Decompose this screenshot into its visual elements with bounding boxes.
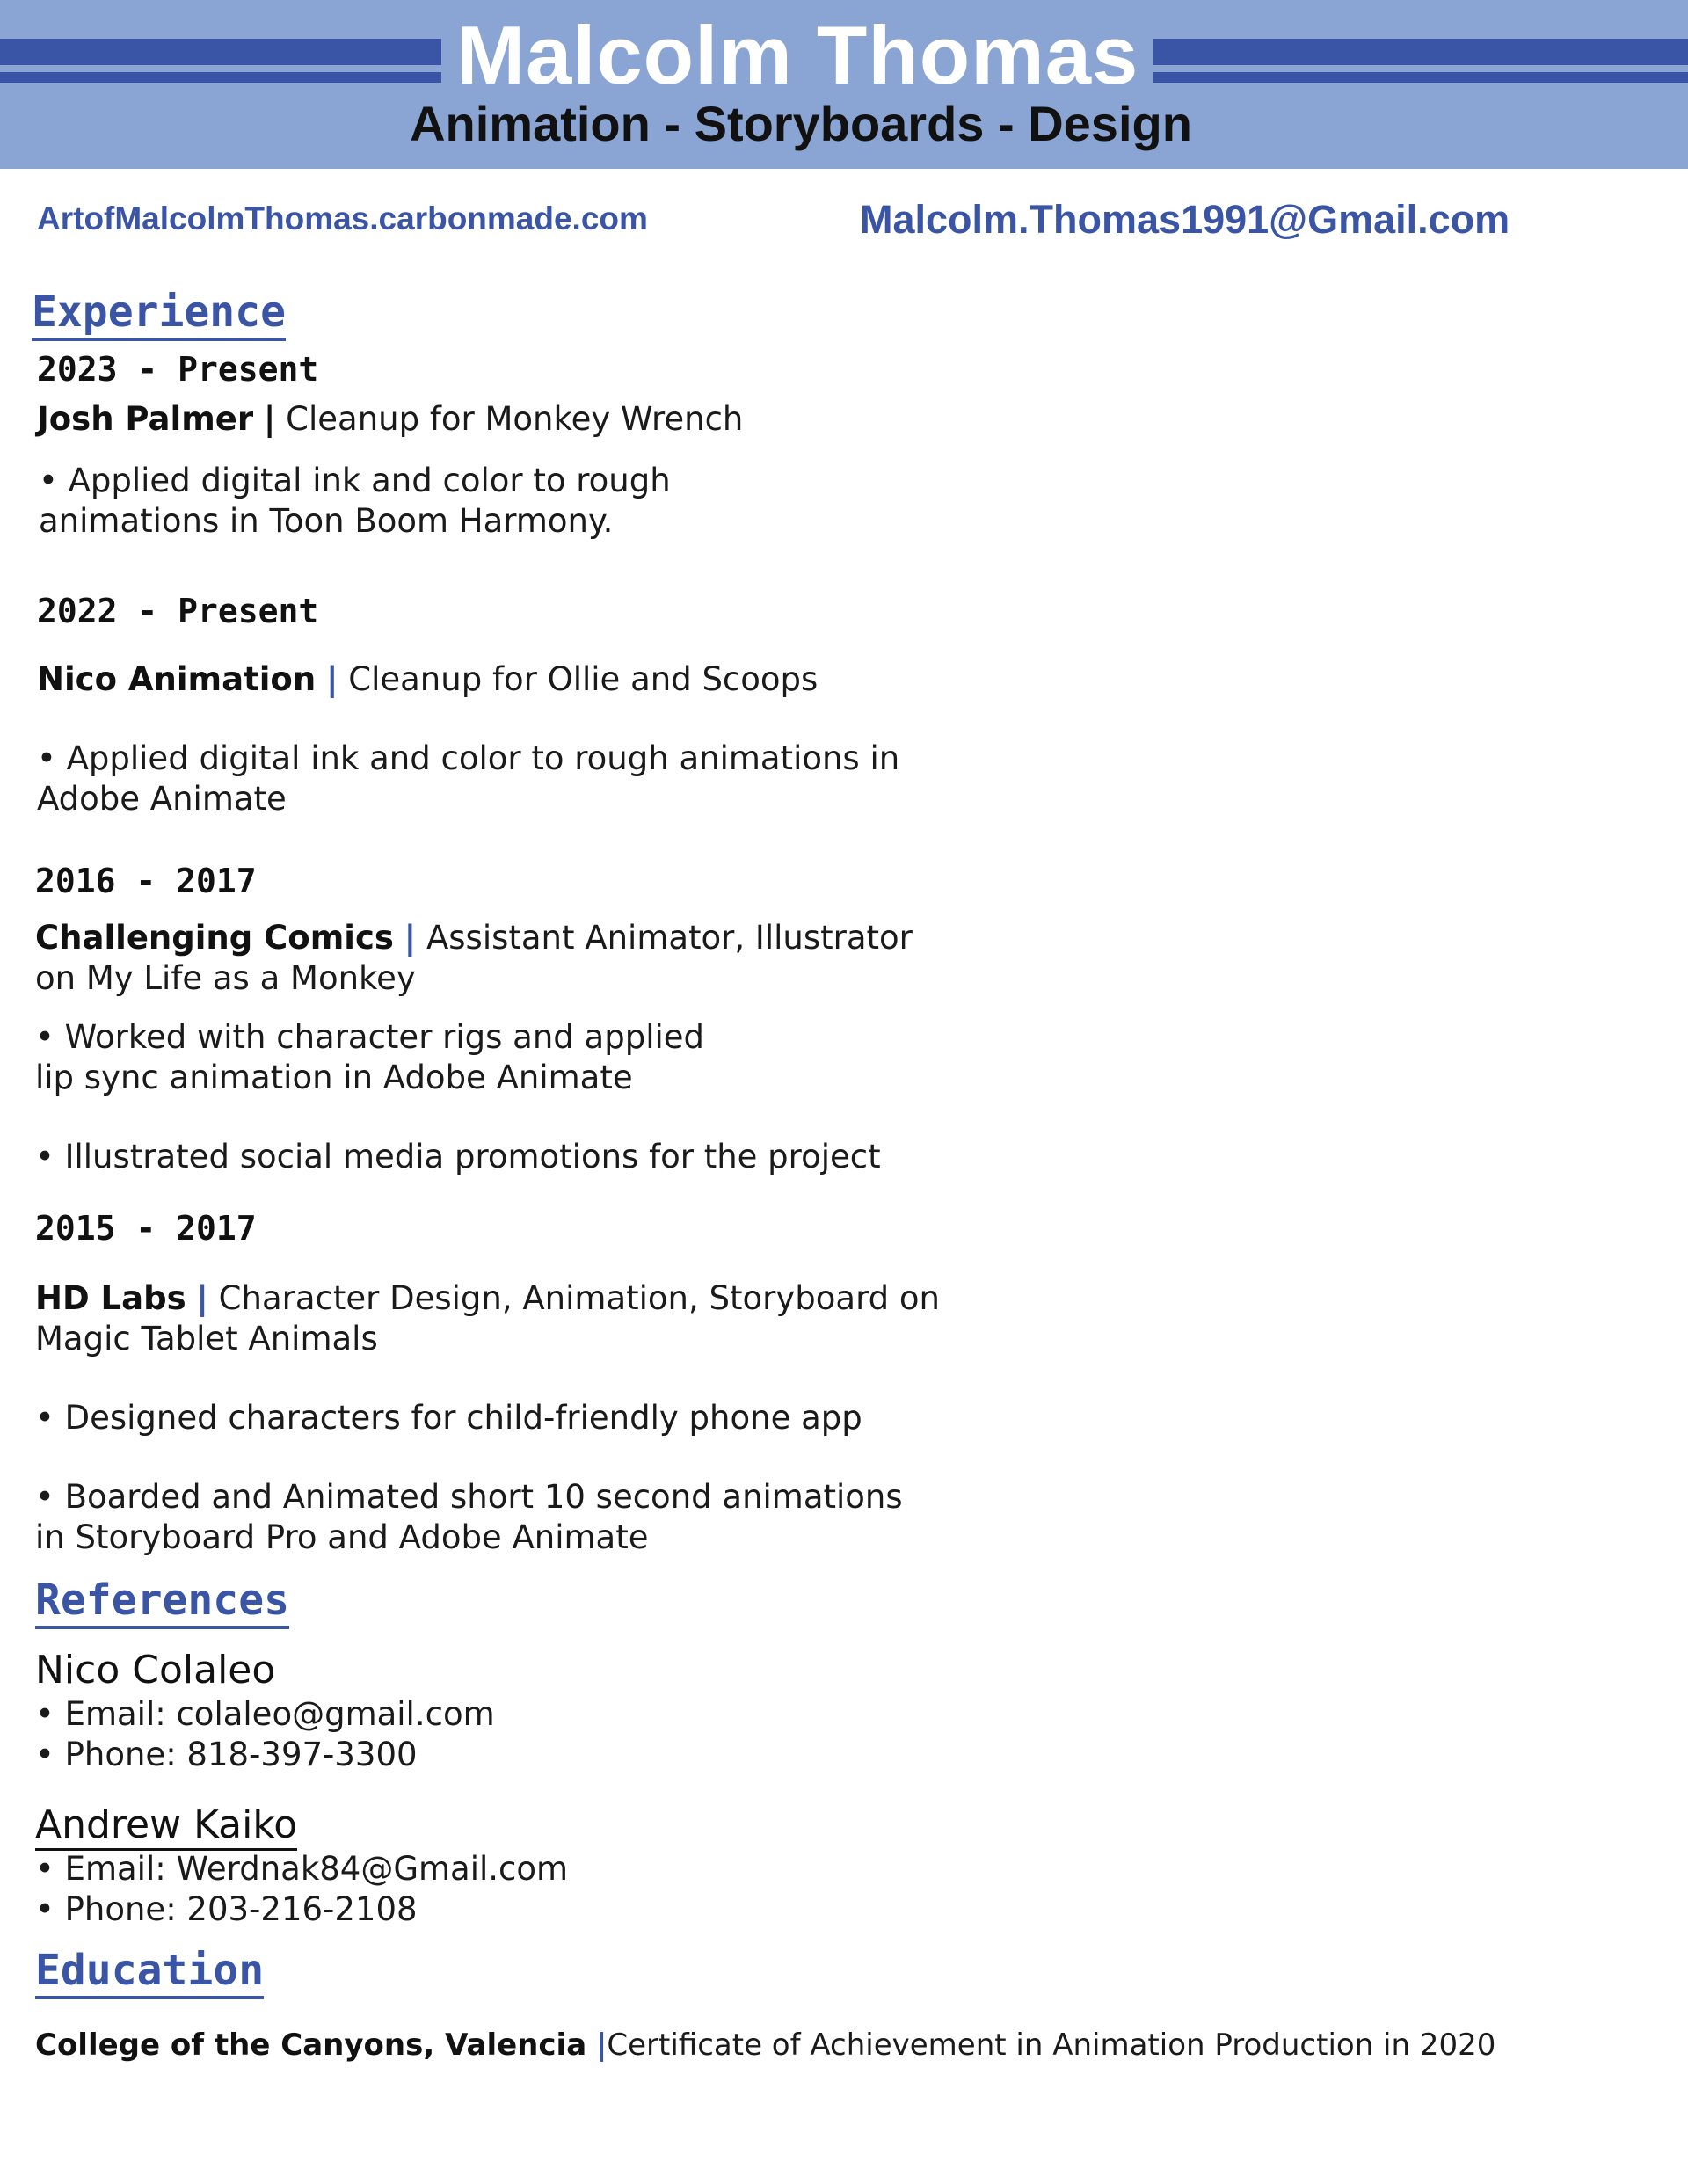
entry-2-company: Nico Animation	[37, 660, 316, 698]
bullet-line: • Applied digital ink and color to rough	[39, 462, 671, 499]
reference-1-email: • Email: colaleo@gmail.com	[35, 1695, 495, 1733]
bullet-line: in Storyboard Pro and Adobe Animate	[35, 1518, 649, 1556]
education-detail: Certificate of Achievement in Animation Production in 2020	[607, 2027, 1496, 2063]
entry-3-separator: |	[404, 919, 417, 957]
reference-1-phone: • Phone: 818-397-3300	[35, 1736, 418, 1773]
references-heading: References	[35, 1575, 289, 1629]
name-box	[441, 4, 1153, 107]
entry-1-bullet-1	[39, 461, 671, 542]
reference-1-details	[35, 1694, 495, 1775]
bullet-line: animations in Toon Boom Harmony.	[39, 502, 614, 540]
bullet-line: Adobe Animate	[37, 780, 287, 818]
bullet-line: • Illustrated social media promotions for the project	[35, 1138, 881, 1176]
entry-4-bullet-2	[35, 1477, 903, 1558]
education-heading: Education	[35, 1945, 264, 1999]
bullet-line: • Designed characters for child-friendly phone app	[35, 1399, 862, 1437]
education-separator: |	[595, 2027, 608, 2063]
education-school: College of the Canyons, Valencia	[35, 2027, 587, 2063]
experience-heading: Experience	[32, 287, 286, 341]
bullet-line: • Boarded and Animated short 10 second animations	[35, 1478, 903, 1516]
entry-4-title	[35, 1278, 940, 1359]
bullet-line: • Applied digital ink and color to rough animations in	[37, 739, 900, 777]
entry-2-bullet-1	[37, 739, 899, 819]
email-link[interactable]: Malcolm.Thomas1991@Gmail.com	[860, 197, 1510, 242]
entry-4-separator: |	[196, 1279, 208, 1317]
entry-3-role-line2: on My Life as a Monkey	[35, 959, 416, 997]
bullet-line: • Worked with character rigs and applied	[35, 1018, 705, 1056]
entry-4-role-line2: Magic Tablet Animals	[35, 1320, 378, 1358]
portfolio-link[interactable]: ArtofMalcolmThomas.carbonmade.com	[37, 200, 648, 237]
entry-4-bullet-1	[35, 1398, 862, 1438]
header-band	[0, 0, 1688, 169]
education-entry	[35, 2027, 1495, 2063]
entry-3-title	[35, 918, 913, 999]
reference-2-details	[35, 1849, 568, 1930]
entry-4-dates: 2015 - 2017	[35, 1209, 257, 1248]
reference-2-phone: • Phone: 203-216-2108	[35, 1890, 418, 1928]
entry-3-role: Assistant Animator, Illustrator	[426, 919, 913, 957]
entry-3-bullet-2	[35, 1137, 881, 1177]
reference-2-name: Andrew Kaiko	[35, 1802, 297, 1851]
entry-3-dates: 2016 - 2017	[35, 862, 257, 900]
entry-2-title	[37, 659, 818, 700]
entry-1-company: Josh Palmer	[37, 400, 254, 438]
reference-2-email: • Email: Werdnak84@Gmail.com	[35, 1850, 569, 1888]
entry-1-title	[37, 399, 743, 440]
candidate-name: Malcolm Thomas	[455, 9, 1139, 101]
reference-1-name: Nico Colaleo	[35, 1648, 276, 1693]
entry-4-role: Character Design, Animation, Storyboard on	[218, 1279, 940, 1317]
entry-3-company: Challenging Comics	[35, 919, 394, 957]
entry-2-role: Cleanup for Ollie and Scoops	[348, 660, 819, 698]
tagline: Animation - Storyboards - Design	[410, 96, 1192, 151]
entry-2-dates: 2022 - Present	[37, 592, 319, 630]
bullet-line: lip sync animation in Adobe Animate	[35, 1059, 633, 1096]
entry-1-separator: |	[263, 400, 276, 438]
entry-1-role: Cleanup for Monkey Wrench	[286, 400, 744, 438]
entry-2-separator: |	[325, 660, 338, 698]
entry-4-company: HD Labs	[35, 1279, 186, 1317]
entry-3-bullet-1	[35, 1017, 704, 1098]
entry-1-dates: 2023 - Present	[37, 350, 319, 389]
